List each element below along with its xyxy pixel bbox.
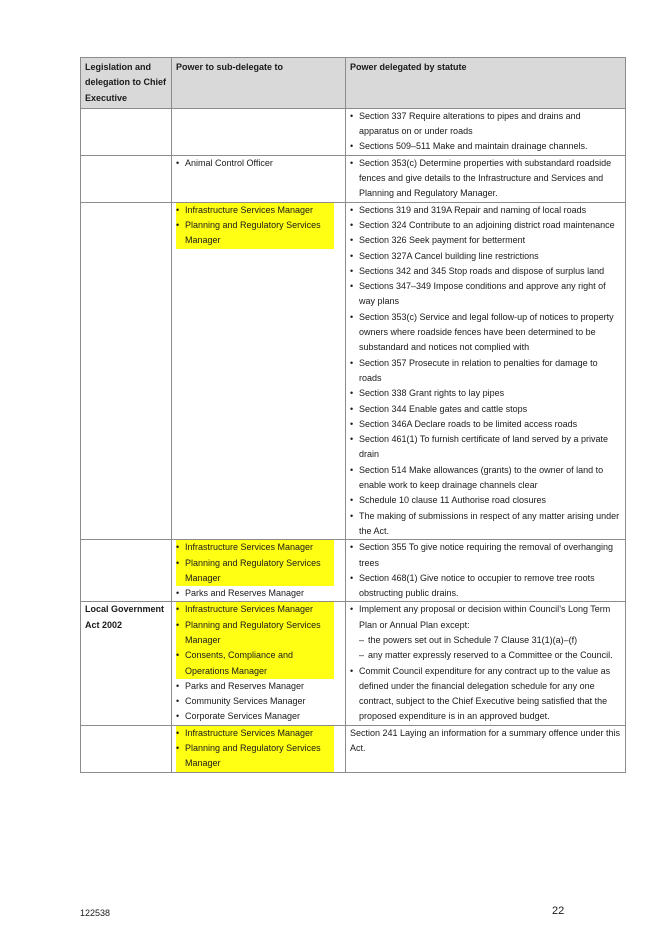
subdelegate-cell [172, 540, 346, 602]
subdelegate-item: • Planning and Regulatory Services Manager [176, 218, 334, 249]
power-item: • Section 468(1) Give notice to occupier to remove tree roots obstructing public drains. [350, 571, 622, 602]
subdelegate-item: • Planning and Regulatory Services Manager [176, 741, 334, 772]
power-text: Section 241 Laying an information for a summary offence under this Act. [350, 727, 620, 754]
legislation-cell [81, 540, 172, 602]
legislation-cell [81, 202, 172, 540]
power-item: • Sections 347–349 Impose conditions and approve any right of way plans [350, 279, 622, 310]
exception-list [359, 633, 622, 664]
power-item: • Section 326 Seek payment for betterment [350, 233, 622, 248]
power-item: • Section 327A Cancel building line restrictions [350, 249, 622, 264]
table-row [81, 108, 626, 155]
table-row [81, 155, 626, 202]
table-row [81, 602, 626, 725]
power-cell [346, 602, 626, 725]
legislation-cell [81, 155, 172, 202]
highlight-block [176, 602, 334, 678]
legislation-cell: Local Government Act 2002 [81, 602, 172, 725]
header-legislation: Legislation and delegation to Chief Executive [81, 58, 172, 109]
subdelegate-item: • Consents, Compliance and Operations Manager [176, 648, 334, 679]
subdelegate-item: • Parks and Reserves Manager [176, 679, 342, 694]
power-cell [346, 108, 626, 155]
exception-item: – the powers set out in Schedule 7 Clause 31(1)(a)–(f) [359, 633, 622, 648]
subdelegate-item: • Infrastructure Services Manager [176, 726, 334, 741]
power-item: • Section 324 Contribute to an adjoining district road maintenance [350, 218, 622, 233]
subdelegate-item: • Corporate Services Manager [176, 709, 342, 724]
subdelegate-item: • Infrastructure Services Manager [176, 602, 334, 617]
subdelegate-item: • Infrastructure Services Manager [176, 203, 334, 218]
subdelegate-item: • Parks and Reserves Manager [176, 586, 342, 601]
table-row [81, 540, 626, 602]
exception-item: – any matter expressly reserved to a Committee or the Council. [359, 648, 622, 663]
document-number: 122538 [80, 908, 111, 918]
delegation-table [80, 57, 626, 773]
power-item: • Section 514 Make allowances (grants) to the owner of land to enable work to keep drainage channels clear [350, 463, 622, 494]
subdelegate-cell [172, 602, 346, 725]
subdelegate-item: • Planning and Regulatory Services Manager [176, 618, 334, 649]
power-item: • The making of submissions in respect of any matter arising under the Act. [350, 509, 622, 540]
page-number: 22 [552, 905, 565, 917]
power-cell [346, 540, 626, 602]
table-row [81, 725, 626, 772]
header-subdelegate: Power to sub-delegate to [172, 58, 346, 109]
subdelegate-item: • Community Services Manager [176, 694, 342, 709]
power-cell [346, 725, 626, 772]
power-item: • Schedule 10 clause 11 Authorise road closures [350, 493, 622, 508]
power-item: • Section 346A Declare roads to be limited access roads [350, 417, 622, 432]
power-item: • Commit Council expenditure for any contract up to the value as defined under the financial delegation schedule for any one contract, subject to the Chief Executive being satisfied that the proposed expenditure is in an approved budget. [350, 664, 622, 725]
highlight-block [176, 540, 334, 586]
power-item: • Section 353(c) Determine properties with substandard roadside fences and give details to the Infrastructure and Services and Planning and Regulatory Manager. [350, 156, 622, 202]
power-item: • Section 461(1) To furnish certificate of land served by a private drain [350, 432, 622, 463]
legislation-cell [81, 108, 172, 155]
header-power: Power delegated by statute [346, 58, 626, 109]
power-item: • Section 353(c) Service and legal follow-up of notices to property owners where roadside fences have been determined to be substandard and notices not complied with [350, 310, 622, 356]
power-item: • Sections 509–511 Make and maintain drainage channels. [350, 139, 622, 154]
power-item: • Section 357 Prosecute in relation to penalties for damage to roads [350, 356, 622, 387]
subdelegate-cell [172, 202, 346, 540]
power-item [350, 602, 622, 663]
power-item: • Sections 319 and 319A Repair and naming of local roads [350, 203, 622, 218]
power-item: • Section 344 Enable gates and cattle stops [350, 402, 622, 417]
table-row [81, 202, 626, 540]
legislation-cell [81, 725, 172, 772]
highlight-block [176, 726, 334, 772]
power-cell [346, 202, 626, 540]
power-item: • Section 355 To give notice requiring the removal of overhanging trees [350, 540, 622, 571]
power-cell [346, 155, 626, 202]
subdelegate-item: • Animal Control Officer [176, 156, 342, 171]
subdelegate-cell [172, 155, 346, 202]
power-item-text: • Implement any proposal or decision within Council’s Long Term Plan or Annual Plan except: [359, 604, 611, 630]
power-item: • Section 338 Grant rights to lay pipes [350, 386, 622, 401]
subdelegate-cell [172, 108, 346, 155]
subdelegate-item: • Infrastructure Services Manager [176, 540, 334, 555]
power-item: • Sections 342 and 345 Stop roads and dispose of surplus land [350, 264, 622, 279]
subdelegate-item: • Planning and Regulatory Services Manager [176, 556, 334, 587]
subdelegate-cell [172, 725, 346, 772]
table-header-row [81, 58, 626, 109]
highlight-block [176, 203, 334, 249]
power-item: • Section 337 Require alterations to pipes and drains and apparatus on or under roads [350, 109, 622, 140]
